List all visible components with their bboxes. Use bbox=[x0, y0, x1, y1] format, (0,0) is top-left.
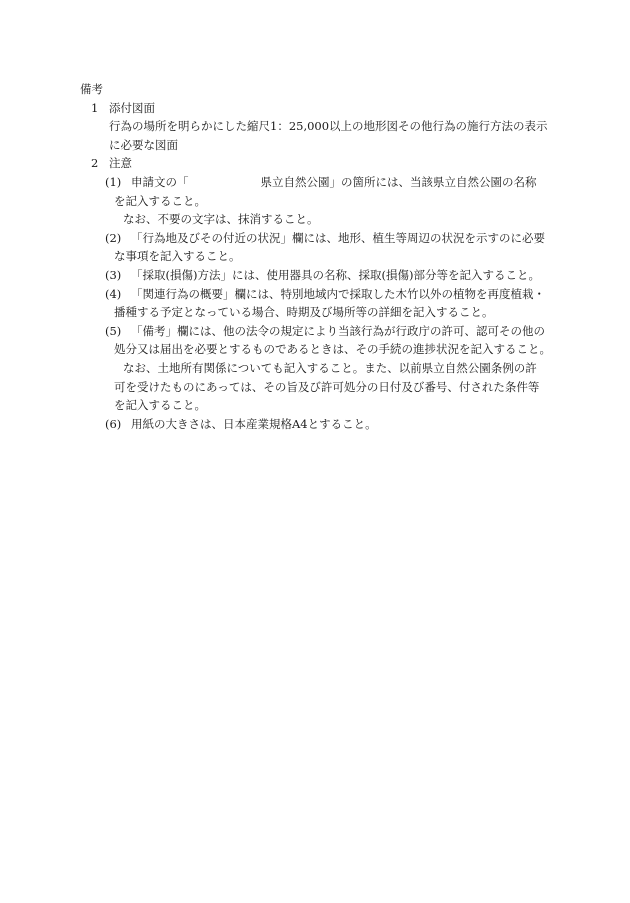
note-label: (1) bbox=[105, 174, 122, 189]
note-label: (4) bbox=[105, 286, 122, 301]
note-item-5-line3: なお、土地所有関係についても記入すること。また、以前県立自然公園条例の許 bbox=[123, 360, 537, 375]
note-item-4-line2: 播種する予定となっている場合、時期及び場所等の詳細を記入すること。 bbox=[114, 305, 494, 320]
note-text: 「備考」欄には、他の法令の規定により当該行為が行政庁の許可、認可その他の bbox=[131, 323, 545, 338]
note-label: (5) bbox=[105, 323, 122, 338]
note-label: (6) bbox=[105, 416, 122, 431]
note-item-5-line5: を記入すること。 bbox=[114, 398, 206, 413]
note-item-1-line2: を記入すること。 bbox=[114, 193, 206, 208]
note-item-3 bbox=[80, 266, 560, 285]
note-text: 「採取(損傷)方法」には、使用器具の名称、採取(損傷)部分等を記入すること。 bbox=[131, 267, 540, 282]
section-2-heading bbox=[80, 154, 560, 173]
note-item-5 bbox=[80, 322, 560, 341]
note-text: 「関連行為の概要」欄には、特別地域内で採取した木竹以外の植物を再度植栽・ bbox=[131, 286, 545, 301]
note-item-5-line2: 処分又は届出を必要とするものであるときは、その手続の進捗状況を記入すること。 bbox=[114, 342, 551, 357]
note-item-6 bbox=[80, 415, 560, 434]
note-label: (3) bbox=[105, 267, 122, 282]
remarks-block bbox=[80, 80, 560, 433]
section-1-text-line: に必要な図面 bbox=[109, 137, 178, 152]
note-item-5-line4: 可を受けたものにあっては、その旨及び許可処分の日付及び番号、付された条件等 bbox=[114, 379, 540, 394]
section-number: 1 bbox=[91, 100, 99, 115]
section-title: 注意 bbox=[109, 156, 132, 171]
section-1-text-line: 行為の場所を明らかにした縮尺1：25,000以上の地形図その他行為の施行方法の表示 bbox=[109, 119, 548, 134]
section-number: 2 bbox=[91, 156, 99, 171]
section-1-heading bbox=[80, 99, 560, 118]
note-label: (2) bbox=[105, 230, 122, 245]
note-text: 「行為地及びその付近の状況」欄には、地形、植生等周辺の状況を示すのに必要 bbox=[131, 230, 545, 245]
note-item-2 bbox=[80, 229, 560, 248]
note-text: 県立自然公園」の箇所には、当該県立自然公園の名称 bbox=[260, 174, 537, 189]
note-item-4 bbox=[80, 285, 560, 304]
note-item-2-line2: な事項を記入すること。 bbox=[114, 249, 241, 264]
note-text: 申請文の「 bbox=[131, 174, 189, 189]
note-item-1-line3: なお、不要の文字は、抹消すること。 bbox=[123, 212, 319, 227]
note-text: 用紙の大きさは、日本産業規格A4とすること。 bbox=[131, 416, 377, 431]
remarks-heading: 備考 bbox=[80, 82, 103, 96]
section-title: 添付図面 bbox=[109, 100, 155, 115]
note-item-1 bbox=[80, 173, 560, 192]
